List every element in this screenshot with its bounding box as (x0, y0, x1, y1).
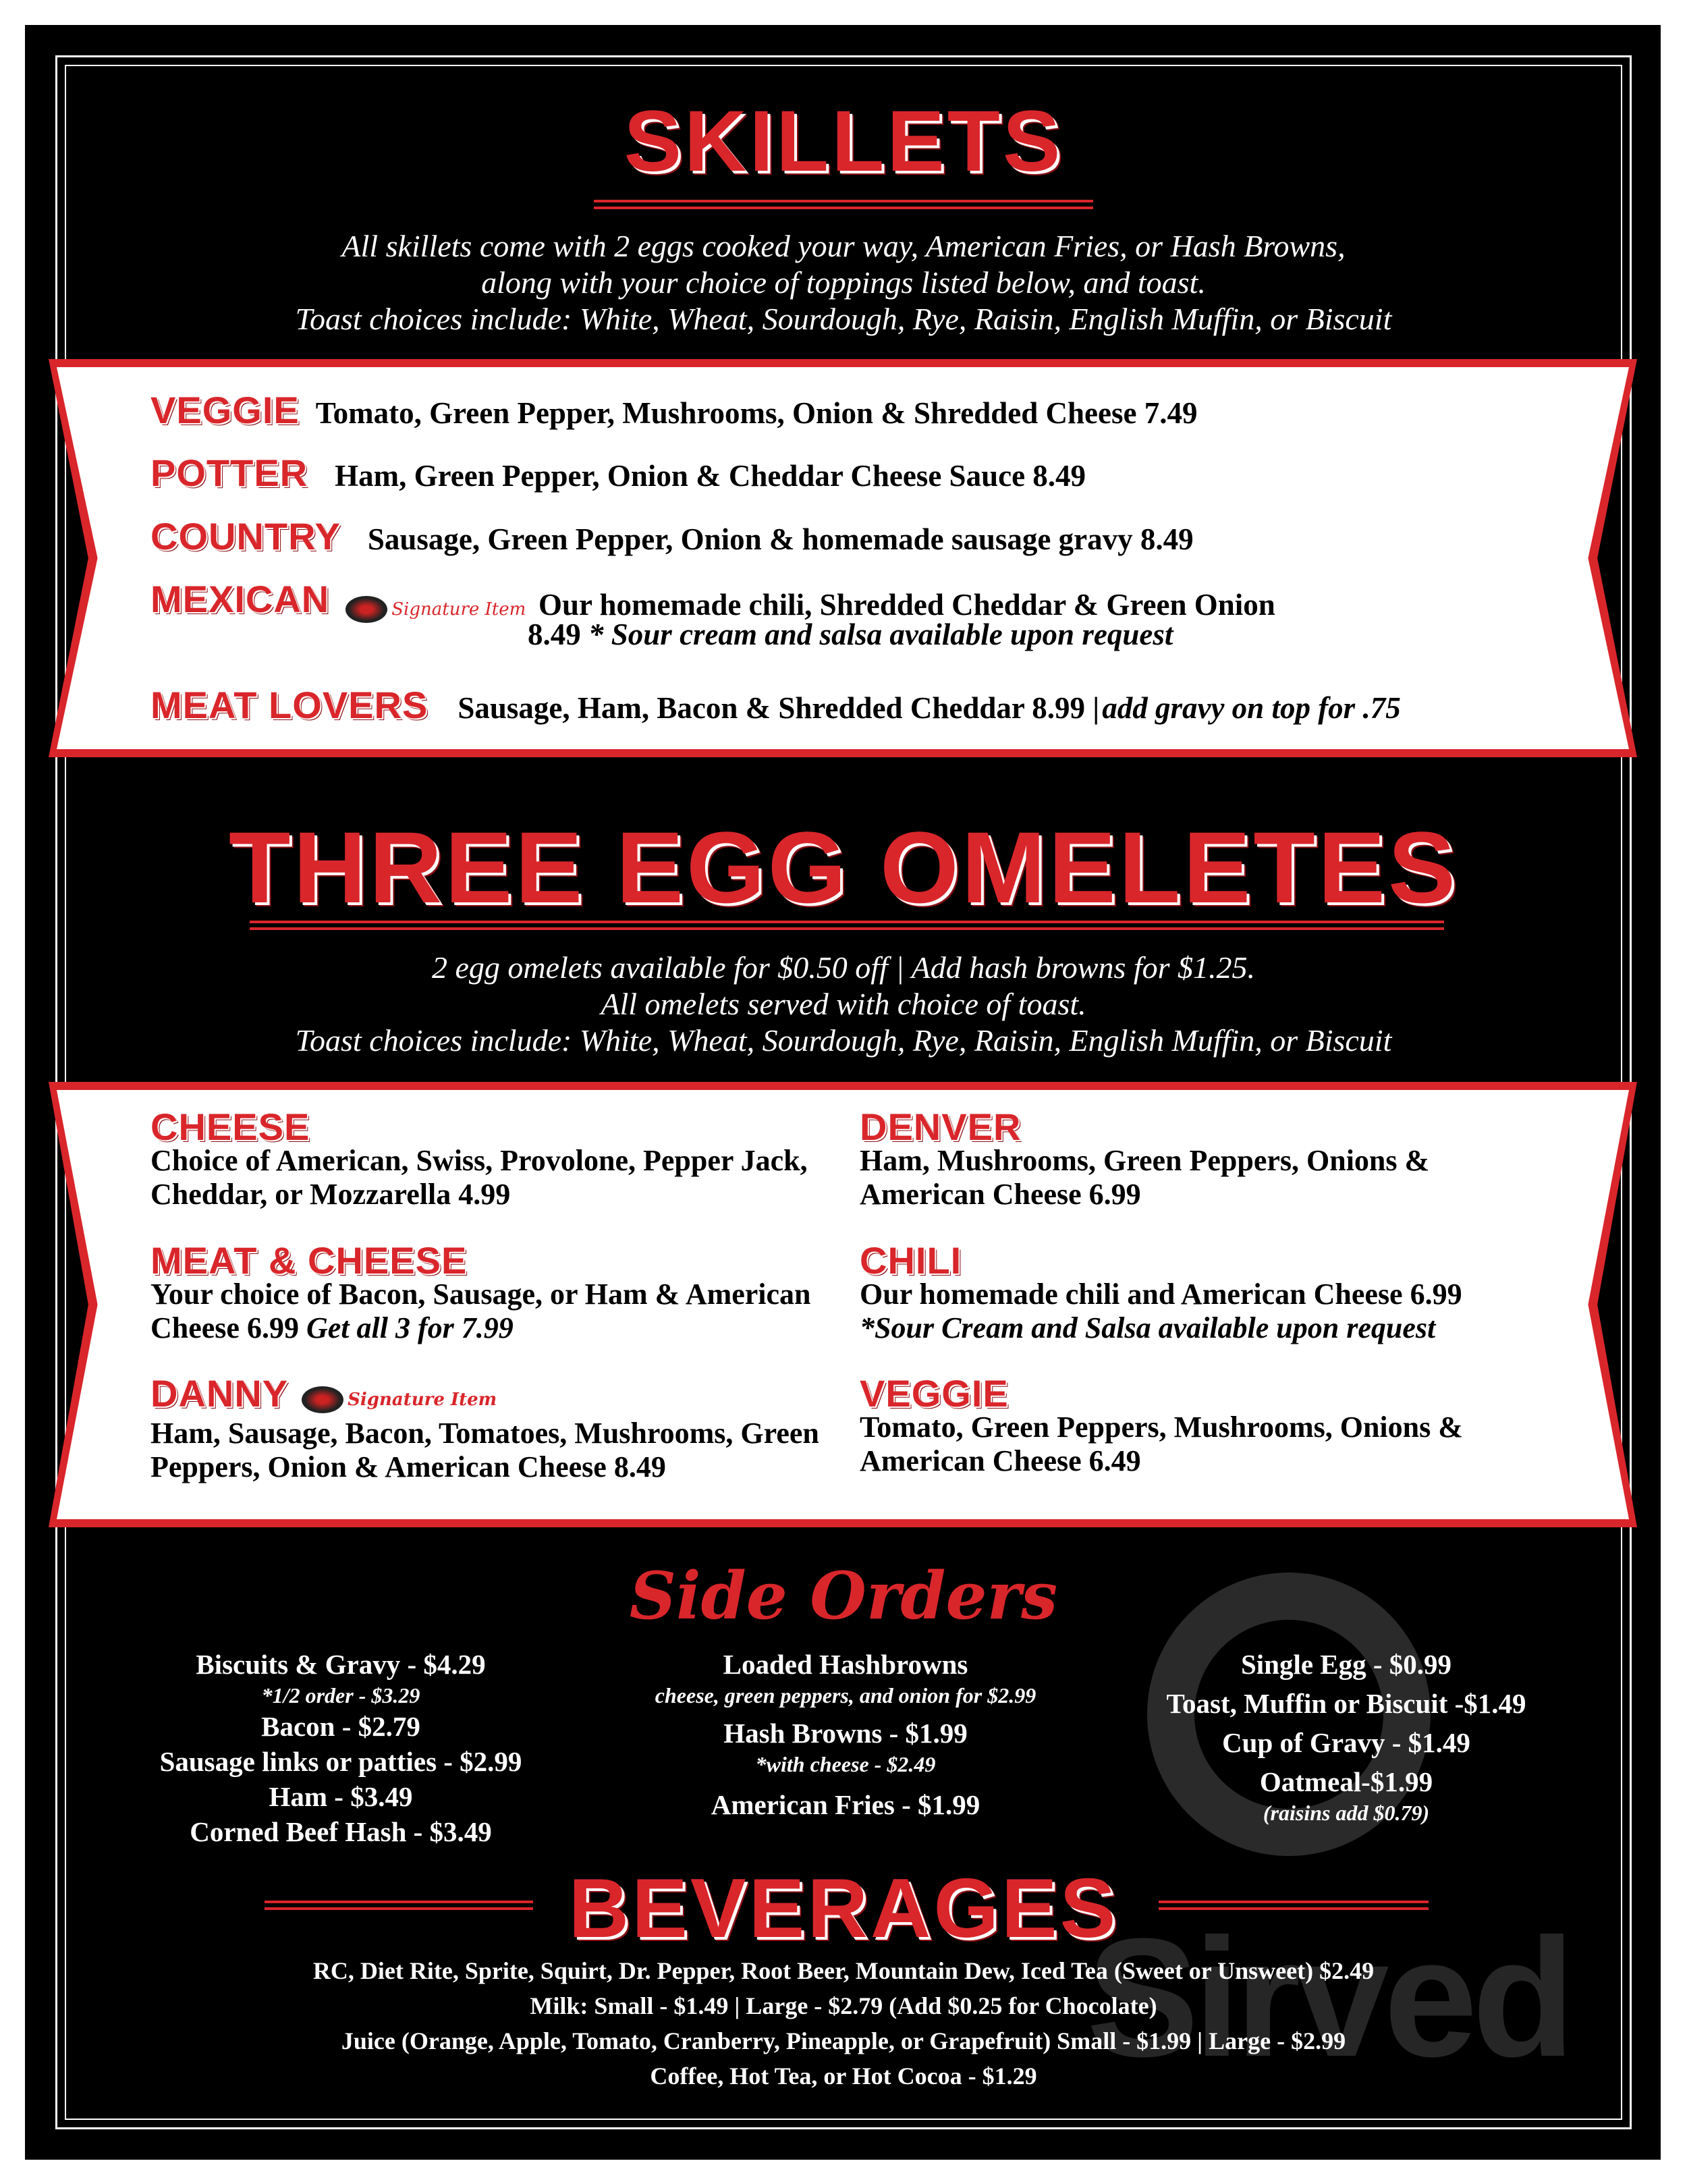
item-note (528, 617, 1173, 652)
item-desc: Our homemade chili, Shredded Cheddar & Green Onion (538, 588, 1275, 622)
desc-line: All omelets served with choice of toast. (601, 987, 1086, 1021)
item-name: MEAT & CHEESE (150, 1239, 468, 1282)
omelet-item-chili (860, 1239, 1568, 1345)
item-name: POTTER (150, 452, 308, 494)
side-item: Loaded Hashbrowns (723, 1649, 968, 1680)
item-note: add gravy on top for .75 (1102, 691, 1401, 725)
beverage-line: Milk: Small - $1.49 | Large - $2.79 (Add $0.25 for Chocolate) (530, 1992, 1157, 2019)
omelet-item-veggie (860, 1372, 1534, 1478)
desc-line: All skillets come with 2 eggs cooked your way, American Fries, or Hash Browns, (341, 229, 1346, 263)
item-note: *Sour Cream and Salsa available upon request (860, 1311, 1436, 1344)
signature-item-badge (345, 596, 526, 623)
skillets-title: SKILLETS (624, 93, 1063, 190)
skillet-item-veggie (150, 388, 1198, 432)
item-price: 8.49 (528, 618, 581, 651)
item-desc: Tomato, Green Peppers, Mushrooms, Onions & American Cheese 6.49 (860, 1411, 1463, 1477)
side-note: *with cheese - $2.49 (755, 1752, 936, 1776)
desc-line: 2 egg omelets available for $0.50 off | Add hash browns for $1.25. (431, 950, 1256, 985)
side-item: Oatmeal-$1.99 (1259, 1766, 1433, 1797)
beverage-line: Juice (Orange, Apple, Tomato, Cranberry, Pineapple, or Grapefruit) Small - $1.99 | Large - $2.99 (341, 2027, 1346, 2054)
item-name: CHEESE (150, 1105, 310, 1148)
desc-line: Toast choices include: White, Wheat, Sourdough, Rye, Raisin, English Muffin, or Biscuit (295, 302, 1392, 336)
skillets-underline (594, 200, 1093, 209)
side-col-2 (589, 1647, 1102, 1822)
skillet-item-meat-lovers (150, 683, 1401, 727)
side-item: American Fries - $1.99 (711, 1789, 980, 1820)
signature-logo-icon (345, 596, 387, 623)
skillet-item-mexican (150, 577, 526, 623)
omelets-description (0, 950, 1687, 1059)
side-item: Single Egg - $0.99 (1240, 1649, 1452, 1680)
skillet-item-potter (150, 451, 1086, 495)
omelet-item-denver (860, 1105, 1534, 1211)
item-desc: Ham, Mushrooms, Green Peppers, Onions & American Cheese 6.99 (860, 1144, 1430, 1211)
beverages-title: BEVERAGES (568, 1862, 1119, 1955)
item-desc: Tomato, Green Pepper, Mushrooms, Onion & Shredded Cheese 7.49 (315, 396, 1198, 430)
item-name: DENVER (860, 1105, 1022, 1148)
item-desc: Choice of American, Swiss, Provolone, Pepper Jack, Cheddar, or Mozzarella 4.99 (150, 1144, 808, 1211)
side-item: Biscuits & Gravy - $4.29 (196, 1649, 486, 1680)
omelets-title: THREE EGG OMELETES (228, 811, 1459, 924)
item-desc: Sausage, Ham, Bacon & Shredded Cheddar 8.99 | (458, 691, 1100, 725)
item-name: COUNTRY (150, 515, 341, 557)
side-item: Bacon - $2.79 (261, 1711, 420, 1742)
side-note: cheese, green peppers, and onion for $2.99 (655, 1683, 1036, 1708)
omelet-item-meat-cheese (150, 1239, 825, 1345)
skillet-item-country (150, 514, 1194, 558)
item-desc: Sausage, Green Pepper, Onion & homemade sausage gravy 8.49 (367, 522, 1194, 556)
desc-line: along with your choice of toppings listed below, and toast. (481, 265, 1206, 300)
item-name: MEAT LOVERS (150, 684, 428, 726)
side-item: Cup of Gravy - $1.49 (1222, 1727, 1470, 1758)
signature-label: Signature Item (391, 599, 526, 620)
side-item: Hash Browns - $1.99 (723, 1718, 968, 1749)
omelets-underline (250, 921, 1444, 930)
item-desc: Your choice of Bacon, Sausage, or Ham & American Cheese 6.99 (150, 1278, 811, 1344)
side-orders-title: Side Orders (629, 1558, 1058, 1634)
item-desc: Our homemade chili and American Cheese 6.99 (860, 1278, 1462, 1311)
beverage-line: Coffee, Hot Tea, or Hot Cocoa - $1.29 (650, 2063, 1037, 2090)
beverage-line: RC, Diet Rite, Sprite, Squirt, Dr. Pepper, Root Beer, Mountain Dew, Iced Tea (Sweet or Unsweet) $2.49 (312, 1957, 1375, 1984)
item-name: MEXICAN (150, 578, 330, 620)
signature-logo-icon (302, 1386, 343, 1413)
item-desc: Ham, Green Pepper, Onion & Cheddar Cheese Sauce 8.49 (335, 459, 1086, 493)
item-name: VEGGIE (150, 389, 300, 431)
side-item: Corned Beef Hash - $3.49 (190, 1816, 492, 1847)
side-col-1 (84, 1647, 597, 1849)
watermark-logo: Sirved (1086, 1903, 1570, 2092)
item-desc: Ham, Sausage, Bacon, Tomatoes, Mushrooms, Green Peppers, Onion & American Cheese 8.49 (150, 1416, 819, 1483)
skillets-description (0, 228, 1687, 337)
omelet-item-danny (150, 1372, 825, 1484)
item-name: CHILI (860, 1239, 962, 1282)
item-name: DANNY (150, 1372, 289, 1415)
desc-line: Toast choices include: White, Wheat, Sourdough, Rye, Raisin, English Muffin, or Biscuit (295, 1023, 1392, 1058)
beverages-list (0, 1953, 1687, 2094)
side-item: Toast, Muffin or Biscuit -$1.49 (1166, 1688, 1526, 1719)
side-note: (raisins add $0.79) (1263, 1801, 1430, 1825)
omelet-item-cheese (150, 1105, 825, 1211)
side-note: *1/2 order - $3.29 (261, 1683, 420, 1708)
item-note-text: * Sour cream and salsa available upon request (588, 618, 1173, 651)
signature-item-badge (302, 1383, 497, 1417)
item-name: VEGGIE (860, 1372, 1009, 1415)
side-item: Ham - $3.49 (269, 1781, 413, 1812)
side-item: Sausage links or patties - $2.99 (159, 1746, 522, 1777)
item-note: Get all 3 for 7.99 (306, 1311, 514, 1344)
side-col-3 (1090, 1647, 1603, 1826)
signature-label: Signature Item (348, 1389, 497, 1410)
